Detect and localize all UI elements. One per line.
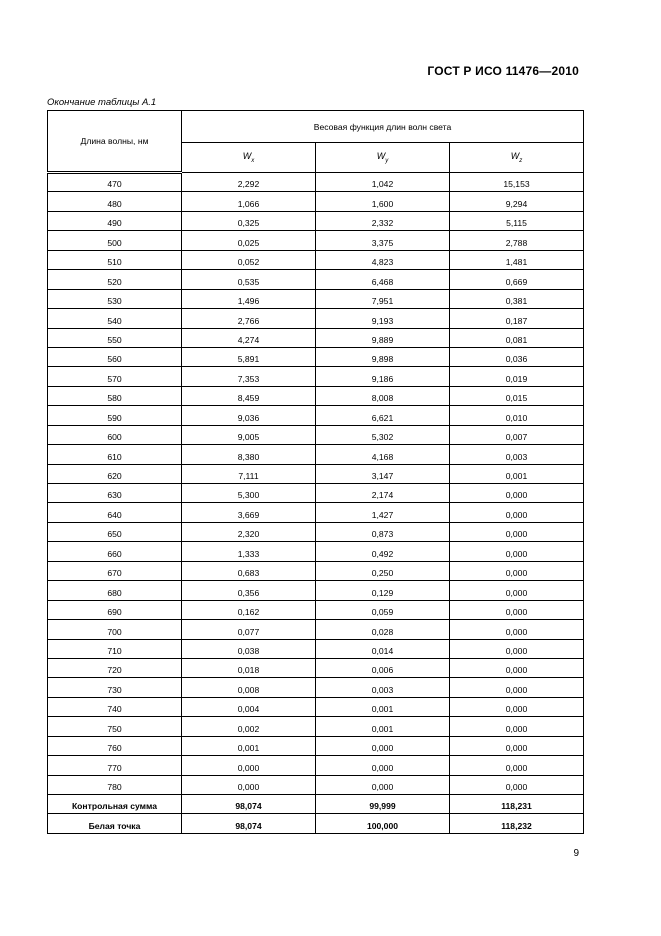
table-cell: 0,000 xyxy=(450,658,584,677)
wz-symbol: $W_z$ xyxy=(510,151,523,164)
table-cell: 4,274 xyxy=(182,328,316,347)
table-cell: 1,481 xyxy=(450,250,584,269)
table-cell: Белая точка xyxy=(48,814,182,833)
table-cell: 610 xyxy=(48,445,182,464)
table-cell: 98,074 xyxy=(182,795,316,814)
table-cell: 0,000 xyxy=(450,756,584,775)
table-row xyxy=(48,542,584,561)
table-row xyxy=(48,231,584,250)
table-cell: 0,001 xyxy=(316,697,450,716)
table-cell: 710 xyxy=(48,639,182,658)
wx-symbol: $W_x$ xyxy=(242,151,255,164)
table-cell: 100,000 xyxy=(316,814,450,833)
table-row xyxy=(48,775,584,794)
table-cell: 620 xyxy=(48,464,182,483)
table-row xyxy=(48,445,584,464)
table-row xyxy=(48,736,584,755)
table-cell: 0,003 xyxy=(316,678,450,697)
table-cell: 0,325 xyxy=(182,211,316,230)
table-cell: 520 xyxy=(48,270,182,289)
page-number: 9 xyxy=(573,848,579,859)
table-cell: 640 xyxy=(48,503,182,522)
table-row xyxy=(48,192,584,211)
table-cell: 0,000 xyxy=(450,736,584,755)
table-cell: 470 xyxy=(48,173,182,192)
wy-symbol: $W_y$ xyxy=(376,151,389,164)
table-cell: 700 xyxy=(48,620,182,639)
table-cell: 560 xyxy=(48,347,182,366)
table-cell: 0,873 xyxy=(316,522,450,541)
table-cell: 0,000 xyxy=(450,581,584,600)
table-row xyxy=(48,678,584,697)
table-cell: 0,250 xyxy=(316,561,450,580)
table-cell: 0,001 xyxy=(450,464,584,483)
table-cell: 2,788 xyxy=(450,231,584,250)
table-cell: 0,000 xyxy=(450,561,584,580)
table-row xyxy=(48,406,584,425)
table-cell: 0,036 xyxy=(450,347,584,366)
table-cell: 0,003 xyxy=(450,445,584,464)
table-row xyxy=(48,581,584,600)
table-cell: 0,000 xyxy=(450,678,584,697)
column-header-wx xyxy=(182,143,316,173)
table-cell: 0,038 xyxy=(182,639,316,658)
table-cell: 2,332 xyxy=(316,211,450,230)
table-row xyxy=(48,250,584,269)
table-cell: 3,147 xyxy=(316,464,450,483)
table-cell: 0,059 xyxy=(316,600,450,619)
table-cell: 1,066 xyxy=(182,192,316,211)
table-cell: 0,000 xyxy=(450,775,584,794)
table-row xyxy=(48,658,584,677)
table-cell: 98,074 xyxy=(182,814,316,833)
table-cell: 9,005 xyxy=(182,425,316,444)
table-row xyxy=(48,756,584,775)
table-cell: 720 xyxy=(48,658,182,677)
table-cell: 0,025 xyxy=(182,231,316,250)
table-cell: 4,168 xyxy=(316,445,450,464)
table-cell: 0,535 xyxy=(182,270,316,289)
table-cell: 540 xyxy=(48,309,182,328)
table-row xyxy=(48,347,584,366)
table-cell: 118,231 xyxy=(450,795,584,814)
table-cell: 750 xyxy=(48,717,182,736)
table-cell: 0,028 xyxy=(316,620,450,639)
table-cell: 0,000 xyxy=(182,775,316,794)
column-header-wavelength: Длина волны, нм xyxy=(48,111,182,173)
table-cell: 8,008 xyxy=(316,386,450,405)
table-cell: 0,683 xyxy=(182,561,316,580)
table-cell: 5,302 xyxy=(316,425,450,444)
table-cell: 0,000 xyxy=(450,639,584,658)
table-cell: 0,001 xyxy=(316,717,450,736)
table-cell: 0,187 xyxy=(450,309,584,328)
table-cell: 1,600 xyxy=(316,192,450,211)
table-cell: 2,766 xyxy=(182,309,316,328)
table-cell: 9,036 xyxy=(182,406,316,425)
table-cell: 0,001 xyxy=(182,736,316,755)
table-cell: 2,174 xyxy=(316,484,450,503)
table-row xyxy=(48,270,584,289)
table-cell: 3,669 xyxy=(182,503,316,522)
table-cell: 9,898 xyxy=(316,347,450,366)
table-cell: 0,000 xyxy=(450,503,584,522)
table-row xyxy=(48,600,584,619)
table-row xyxy=(48,561,584,580)
table-cell: 5,300 xyxy=(182,484,316,503)
column-header-wy xyxy=(316,143,450,173)
table-cell: 118,232 xyxy=(450,814,584,833)
table-cell: 1,427 xyxy=(316,503,450,522)
table-cell: 0,129 xyxy=(316,581,450,600)
table-cell: 0,015 xyxy=(450,386,584,405)
table-cell: 680 xyxy=(48,581,182,600)
table-cell: 0,000 xyxy=(316,736,450,755)
table-cell: 480 xyxy=(48,192,182,211)
table-cell: 0,669 xyxy=(450,270,584,289)
table-cell: 0,000 xyxy=(316,756,450,775)
weighting-function-table xyxy=(47,110,584,834)
table-row xyxy=(48,620,584,639)
table-row xyxy=(48,425,584,444)
table-cell: 730 xyxy=(48,678,182,697)
summary-row xyxy=(48,795,584,814)
table-cell: 8,459 xyxy=(182,386,316,405)
table-row xyxy=(48,484,584,503)
table-cell: 0,077 xyxy=(182,620,316,639)
table-cell: 0,006 xyxy=(316,658,450,677)
table-cell: 5,115 xyxy=(450,211,584,230)
table-cell: 1,042 xyxy=(316,173,450,192)
table-cell: 660 xyxy=(48,542,182,561)
table-row xyxy=(48,173,584,192)
table-row xyxy=(48,717,584,736)
table-cell: 9,889 xyxy=(316,328,450,347)
table-cell: 99,999 xyxy=(316,795,450,814)
table-cell: 0,492 xyxy=(316,542,450,561)
table-row xyxy=(48,386,584,405)
column-group-header: Весовая функция длин волн света xyxy=(182,111,584,143)
table-cell: 530 xyxy=(48,289,182,308)
table-cell: 630 xyxy=(48,484,182,503)
table-row xyxy=(48,503,584,522)
table-cell: 0,004 xyxy=(182,697,316,716)
table-cell: 510 xyxy=(48,250,182,269)
summary-row xyxy=(48,814,584,833)
table-cell: 0,002 xyxy=(182,717,316,736)
table-cell: 6,468 xyxy=(316,270,450,289)
table-cell: 740 xyxy=(48,697,182,716)
table-cell: 770 xyxy=(48,756,182,775)
table-cell: 9,294 xyxy=(450,192,584,211)
table-cell: 8,380 xyxy=(182,445,316,464)
table-cell: 3,375 xyxy=(316,231,450,250)
table-cell: 0,081 xyxy=(450,328,584,347)
table-cell: 760 xyxy=(48,736,182,755)
table-cell: 550 xyxy=(48,328,182,347)
table-cell: 2,292 xyxy=(182,173,316,192)
table-cell: 7,951 xyxy=(316,289,450,308)
table-cell: 7,353 xyxy=(182,367,316,386)
table-body xyxy=(48,173,584,834)
table-cell: 0,000 xyxy=(450,697,584,716)
table-cell: 0,000 xyxy=(450,717,584,736)
table-cell: 0,052 xyxy=(182,250,316,269)
table-cell: 690 xyxy=(48,600,182,619)
table-row xyxy=(48,309,584,328)
table-cell: 0,000 xyxy=(450,620,584,639)
table-cell: 490 xyxy=(48,211,182,230)
table-cell: 0,014 xyxy=(316,639,450,658)
table-cell: 15,153 xyxy=(450,173,584,192)
table-cell: 0,008 xyxy=(182,678,316,697)
table-cell: 0,000 xyxy=(450,484,584,503)
table-row xyxy=(48,367,584,386)
table-cell: 2,320 xyxy=(182,522,316,541)
document-code: ГОСТ Р ИСО 11476—2010 xyxy=(427,64,579,78)
table-cell: 9,186 xyxy=(316,367,450,386)
table-cell: 0,018 xyxy=(182,658,316,677)
table-cell: 5,891 xyxy=(182,347,316,366)
table-cell: 500 xyxy=(48,231,182,250)
table-cell: 1,333 xyxy=(182,542,316,561)
table-cell: 0,000 xyxy=(450,522,584,541)
table-cell: 650 xyxy=(48,522,182,541)
table-cell: 780 xyxy=(48,775,182,794)
table-cell: 0,356 xyxy=(182,581,316,600)
table-row xyxy=(48,464,584,483)
table-cell: 0,000 xyxy=(450,600,584,619)
table-cell: 7,111 xyxy=(182,464,316,483)
table-cell: 600 xyxy=(48,425,182,444)
table-cell: 9,193 xyxy=(316,309,450,328)
table-cell: 6,621 xyxy=(316,406,450,425)
column-header-wz xyxy=(450,143,584,173)
table-row xyxy=(48,697,584,716)
table-cell: 580 xyxy=(48,386,182,405)
table-cell: 670 xyxy=(48,561,182,580)
table-cell: 0,381 xyxy=(450,289,584,308)
table-row xyxy=(48,289,584,308)
table-cell: 0,162 xyxy=(182,600,316,619)
table-cell: 0,000 xyxy=(182,756,316,775)
table-cell: 0,000 xyxy=(316,775,450,794)
table-cell: 0,019 xyxy=(450,367,584,386)
table-cell: 0,000 xyxy=(450,542,584,561)
table-row xyxy=(48,328,584,347)
table-row xyxy=(48,211,584,230)
table-cell: 570 xyxy=(48,367,182,386)
table-row xyxy=(48,639,584,658)
table-cell: Контрольная сумма xyxy=(48,795,182,814)
table-caption: Окончание таблицы А.1 xyxy=(47,97,157,108)
table-cell: 4,823 xyxy=(316,250,450,269)
table-cell: 0,010 xyxy=(450,406,584,425)
table-row xyxy=(48,522,584,541)
table-cell: 590 xyxy=(48,406,182,425)
table-cell: 1,496 xyxy=(182,289,316,308)
table-cell: 0,007 xyxy=(450,425,584,444)
